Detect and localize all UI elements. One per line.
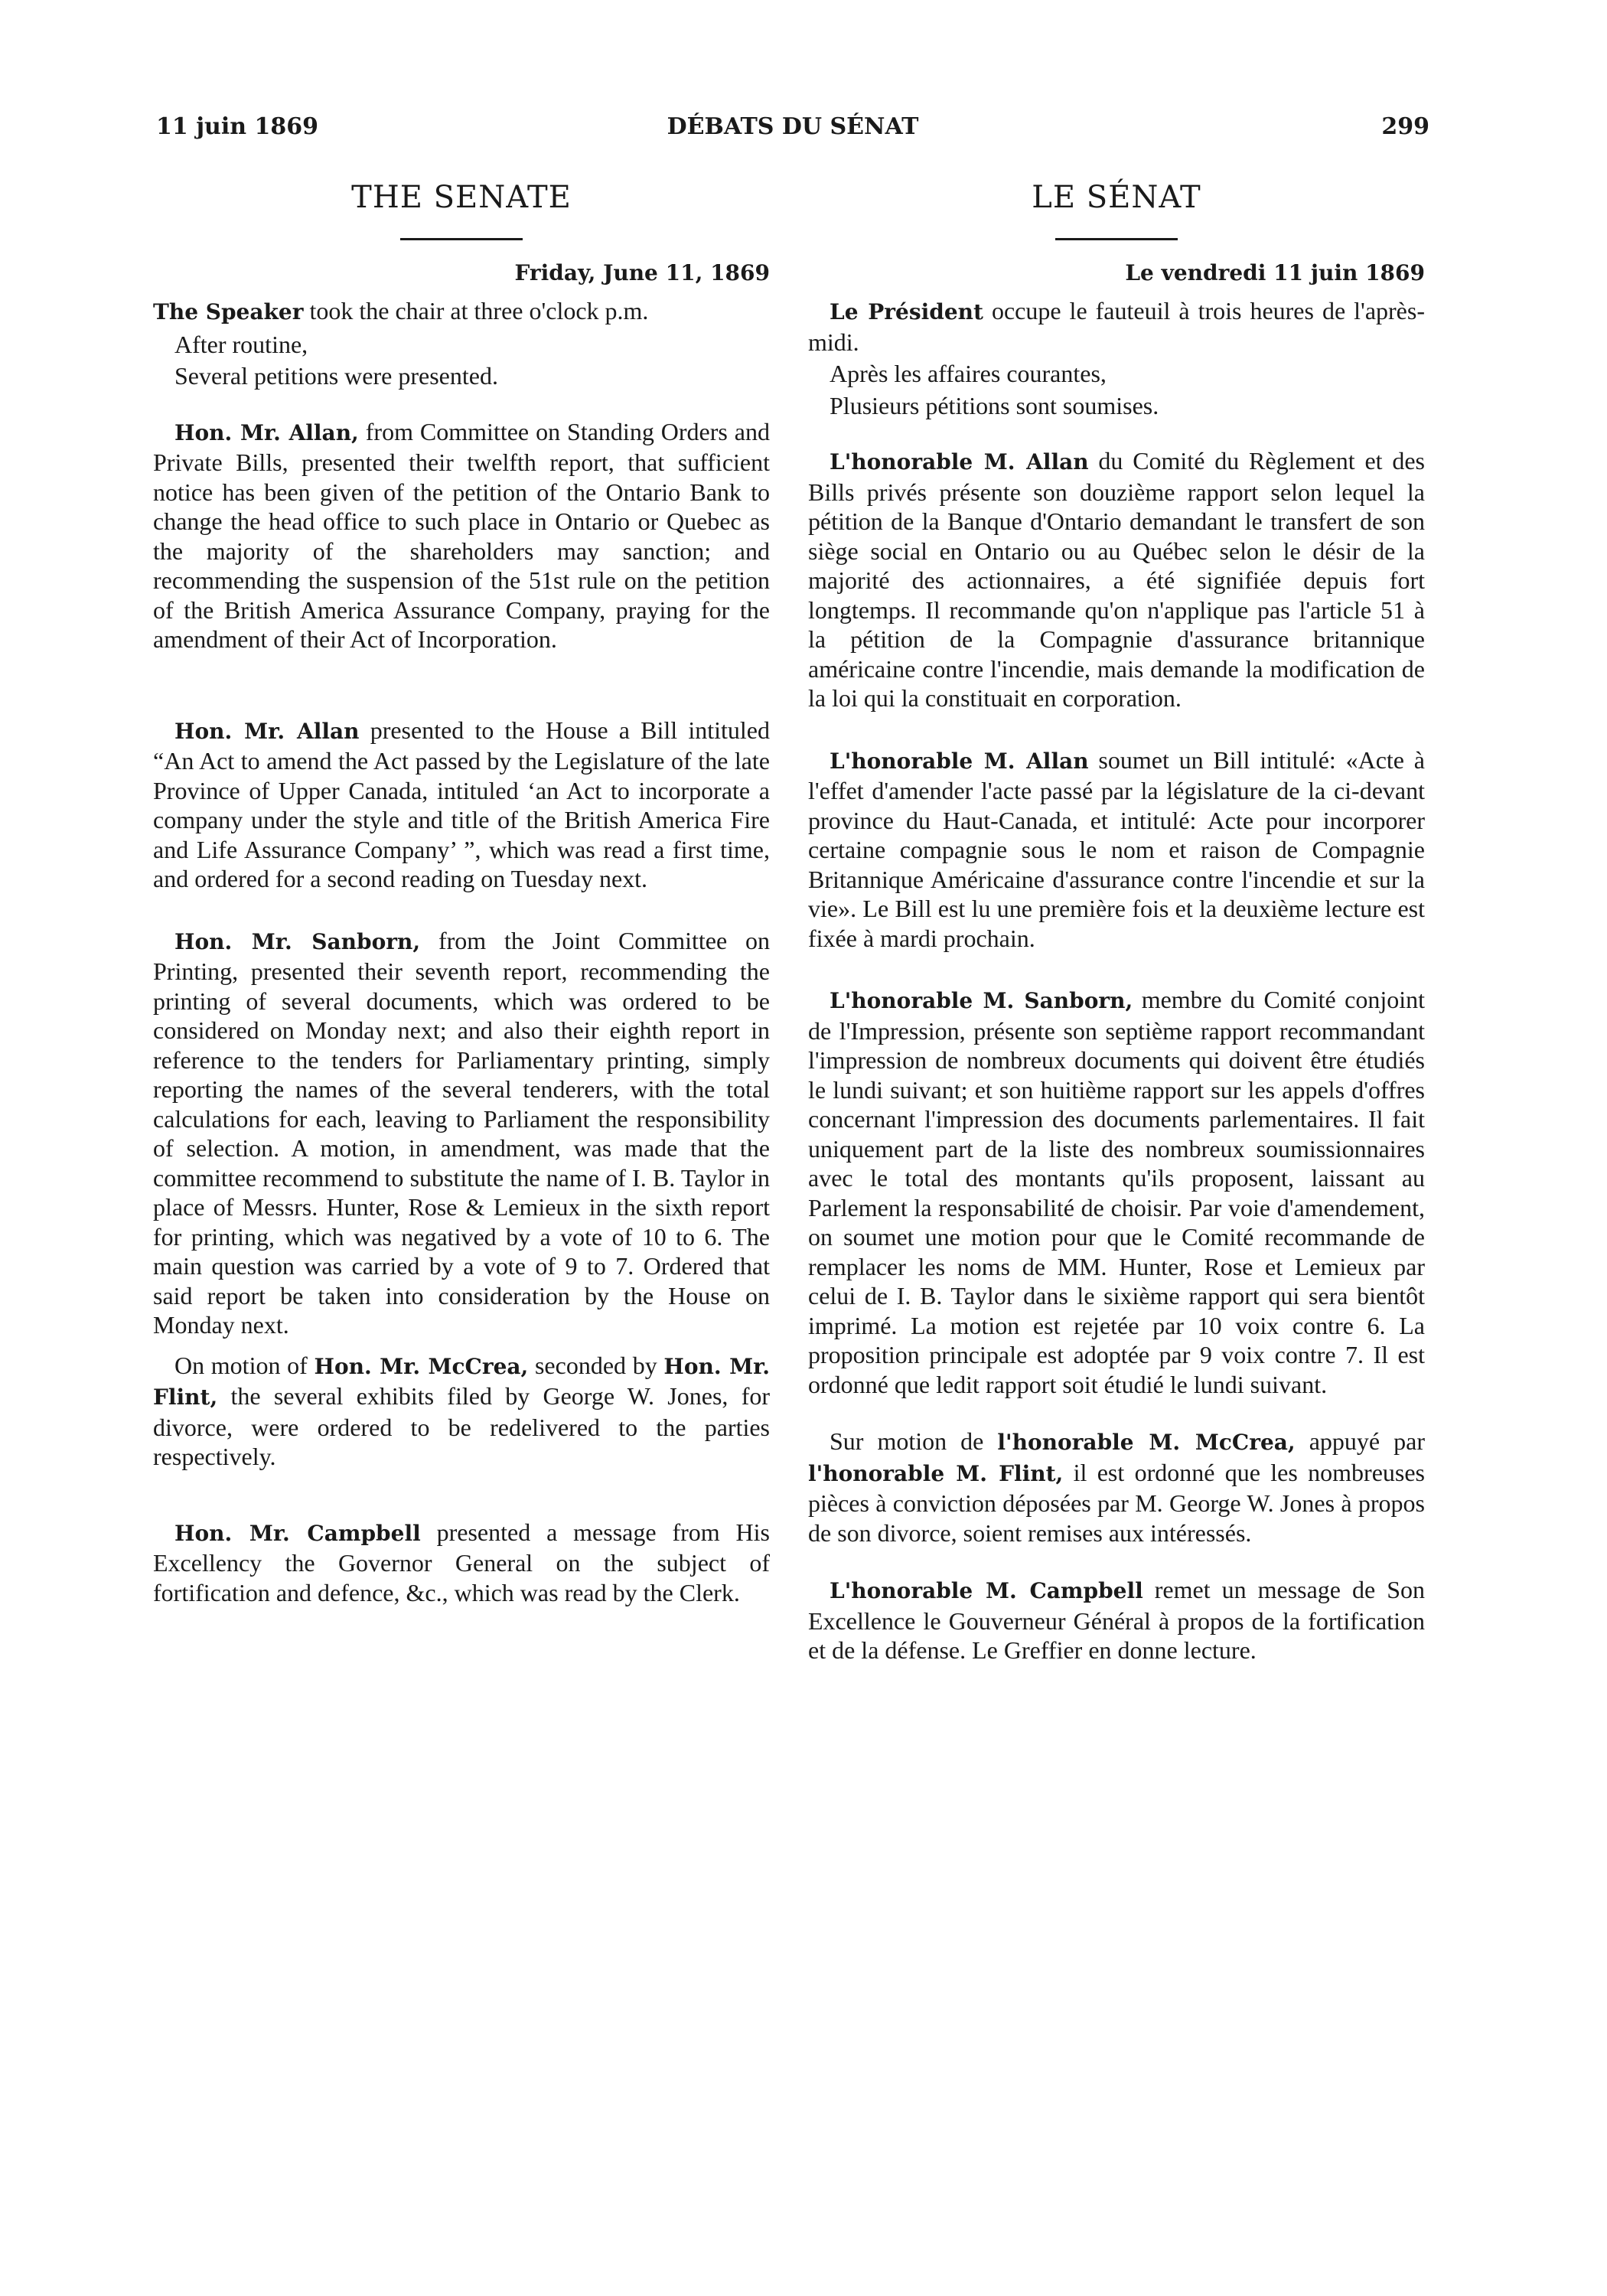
english-title: THE SENATE [351,180,572,215]
speaker-name: l'honorable M. McCrea, [997,1430,1296,1455]
paragraph [808,985,1425,1399]
speaker-name: L'honorable M. Allan [830,748,1089,774]
paragraph-text: appuyé par [1295,1427,1426,1455]
paragraph [808,1427,1425,1548]
paragraph [808,296,1425,357]
paragraph [808,1575,1425,1665]
speaker-name: Le Président [830,299,983,325]
paragraph-text: occupe le fauteuil à trois heures de l'après-midi. [808,297,1425,356]
paragraph-text: presented to the House a Bill intituled “An Act to amend the Act passed by the Legislature of the late Province of Upper Canada, intituled ‘an Act to incorporate a company under the style and title of the British America Fire and Life Assurance Company’ ”, which was read a first time, and ordered for a second reading on Tuesday next. [153,716,771,892]
paragraph-text: Sur motion de [830,1427,998,1455]
french-title: LE SÉNAT [1032,180,1201,215]
speaker-name: Hon. Mr. Flint, [153,1353,770,1410]
page-number: 299 [1381,113,1429,140]
paragraph-text: from the Joint Committee on Printing, presented their seventh report, recommending the printing of several documents, which was ordered to be considered on Monday next; and also their eighth report in reference to the tenders for Parliamentary printing, simply reporting the names of the several tenderers, with the total calculations for each, leaving to Parliament the responsibility of selection. A motion, in amendment, was made that the committee recommend to substitute the name of I. B. Taylor in place of Messrs. Hunter, Rose & Lemieux in the sixth report for printing, which was negatived by a vote of 10 to 6. The main question was carried by a vote of 9 to 7. Ordered that said report be taken into consideration by the House on Monday next. [153,926,770,1339]
paragraph-text: soumet un Bill intitulé: «Acte à l'effet d'amender l'acte passé par la législature de la ci-devant province du Haut-Canada, et intitulé: Acte pour incorporer certaine compagnie sous le nom et raison de Compagnie Britannique Américaine d'assurance contre l'incendie et sur la vie». Le Bill est lu une première fois et la deuxième lecture est fixée à mardi prochain. [808,745,1425,952]
speaker-name: Hon. Mr. Allan [174,718,360,744]
paragraph: Plusieurs pétitions sont soumises. [830,391,1159,419]
paragraph-text: On motion of [174,1351,315,1379]
english-column [153,180,770,1607]
running-head [156,113,1429,152]
speaker-name: L'honorable M. Sanborn, [830,988,1133,1013]
paragraph-text: presented a message from His Excellency the Governor General on the subject of fortification and defence, &c., which was read by the Clerk. [153,1518,770,1606]
header-date: 11 juin 1869 [156,113,319,140]
paragraph-text: took the chair at three o'clock p.m. [303,297,649,325]
speaker-name: The Speaker [153,299,304,325]
paragraph [153,1518,770,1608]
paragraph [153,296,770,328]
paragraph-text: the several exhibits filed by George W. Jones, for divorce, were ordered to be redelivered to the parties respectively. [153,1382,770,1470]
paragraph-text: from Committee on Standing Orders and Private Bills, presented their twelfth report, that sufficient notice has been given of the petition of the Ontario Bank to change the head office to such place in Ontario or Quebec as the majority of the shareholders may sanction; and recommending the suspension of the 51st rule on the petition of the British America Assurance Company, praying for the amendment of their Act of Incorporation. [153,417,770,653]
speaker-name: L'honorable M. Allan [830,449,1089,475]
paragraph-text: remet un message de Son Excellence le Gouverneur Général à propos de la fortification et de la défense. Le Greffier en donne lecture. [808,1576,1425,1664]
paragraph: After routine, [174,330,308,358]
paragraph-text: il est ordonné que les nombreuses pièces à conviction déposées par M. George W. Jones à propos de son divorce, soient remises aux intéressés. [808,1458,1425,1547]
paragraph [808,745,1425,954]
title-rule [1055,238,1178,240]
speaker-name: Hon. Mr. Sanborn, [174,928,421,954]
speaker-name: Hon. Mr. Campbell [174,1520,421,1546]
paragraph [808,446,1425,713]
title-rule [400,238,523,240]
french-date: Le vendredi 11 juin 1869 [1125,260,1425,285]
header-title: DÉBATS DU SÉNAT [667,113,919,140]
french-column [808,180,1425,1665]
paragraph: Après les affaires courantes, [830,360,1107,387]
paragraph [153,716,770,894]
paragraph-text: seconded by [528,1351,664,1379]
english-date: Friday, June 11, 1869 [514,260,770,285]
paragraph [153,417,770,654]
speaker-name: Hon. Mr. McCrea, [314,1353,529,1379]
speaker-name: L'honorable M. Campbell [830,1578,1143,1603]
paragraph: Several petitions were presented. [174,362,498,390]
speaker-name: l'honorable M. Flint, [808,1460,1064,1486]
paragraph [153,926,770,1340]
paragraph-text: membre du Comité conjoint de l'Impression, présente son septième rapport recommandant l'impression de nombreux documents qui doivent être étudiés le lundi suivant; et son huitième rapport sur les appels d'offres concernant l'impression des documents parlementaires. Il fait uniquement part de la liste des nombreux soumissionnaires avec le total des montants qu'ils proposent, laissant au Parlement la responsabilité de choisir. Par voie d'amendement, on soumet une motion pour que le Comité recommande de remplacer les noms de MM. Hunter, Rose et Lemieux par celui de I. B. Taylor dans le sixième rapport qui sera bientôt imprimé. La motion est rejetée par 10 voix contre 6. La proposition principale est adoptée par 9 voix contre 7. Il est ordonné que ledit rapport soit étudié le lundi suivant. [808,986,1425,1398]
speaker-name: Hon. Mr. Allan, [174,419,359,445]
paragraph [153,1351,770,1472]
paragraph-text: du Comité du Règlement et des Bills privés présente son douzième rapport selon lequel la pétition de la Banque d'Ontario demandant le transfert de son siège social en Ontario ou au Québec selon le désir de la majorité des actionnaires, a été signifiée depuis fort longtemps. Il recommande qu'on n'applique pas l'article 51 à la pétition de la Compagnie d'assurance britannique américaine contre l'incendie, mais demande la modification de la loi qui la constituait en corporation. [808,447,1425,712]
